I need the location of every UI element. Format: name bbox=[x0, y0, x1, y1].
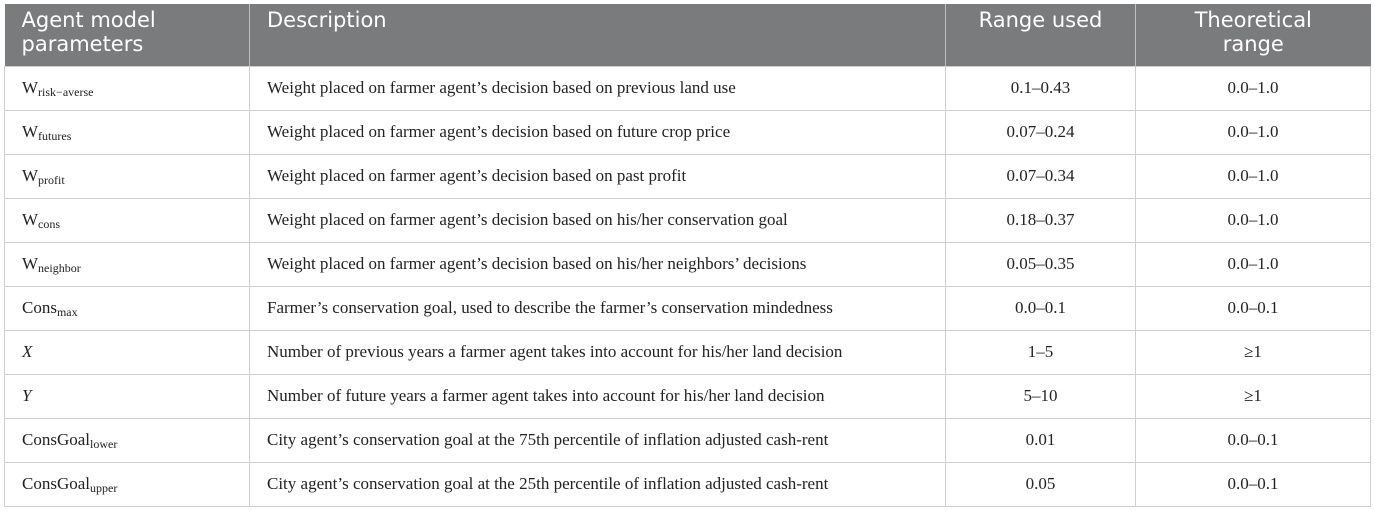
table-row bbox=[5, 374, 1371, 418]
parameter-symbol: ConsGoal bbox=[22, 474, 90, 494]
parameter-symbol: X bbox=[22, 342, 33, 362]
parameters-table bbox=[4, 4, 1371, 507]
table-row bbox=[5, 418, 1371, 462]
header-agent-model-parameters-line2: parameters bbox=[21, 32, 144, 56]
theoretical-range-cell: ≥1 bbox=[1136, 374, 1371, 418]
description-cell: Farmer’s conservation goal, used to describe the farmer’s conservation mindedness bbox=[250, 286, 946, 330]
theoretical-range-cell: 0.0–1.0 bbox=[1136, 66, 1371, 110]
parameter-symbol: W bbox=[22, 254, 39, 274]
table-row bbox=[5, 242, 1371, 286]
header-theoretical-range bbox=[1136, 4, 1371, 66]
description-cell: Number of future years a farmer agent takes into account for his/her land decision bbox=[250, 374, 946, 418]
header-range-used: Range used bbox=[946, 4, 1136, 66]
parameter-cell bbox=[5, 110, 250, 154]
parameter-cell bbox=[5, 66, 250, 110]
table-row bbox=[5, 198, 1371, 242]
parameter-cell bbox=[5, 462, 250, 506]
parameter-symbol: W bbox=[22, 166, 39, 186]
description-cell: Weight placed on farmer agent’s decision based on his/her conservation goal bbox=[250, 198, 946, 242]
table-row bbox=[5, 286, 1371, 330]
description-cell: Number of previous years a farmer agent takes into account for his/her land decision bbox=[250, 330, 946, 374]
parameter-subscript: lower bbox=[90, 437, 118, 452]
range-used-cell: 0.05 bbox=[946, 462, 1136, 506]
range-used-cell: 1–5 bbox=[946, 330, 1136, 374]
table-row bbox=[5, 66, 1371, 110]
range-used-cell: 0.05–0.35 bbox=[946, 242, 1136, 286]
range-used-cell: 0.0–0.1 bbox=[946, 286, 1136, 330]
theoretical-range-cell: 0.0–1.0 bbox=[1136, 110, 1371, 154]
header-row bbox=[5, 4, 1371, 66]
theoretical-range-cell: 0.0–1.0 bbox=[1136, 242, 1371, 286]
parameter-cell bbox=[5, 286, 250, 330]
description-cell: City agent’s conservation goal at the 75th percentile of inflation adjusted cash-rent bbox=[250, 418, 946, 462]
range-used-cell: 0.07–0.24 bbox=[946, 110, 1136, 154]
range-used-cell: 0.01 bbox=[946, 418, 1136, 462]
theoretical-range-cell: 0.0–0.1 bbox=[1136, 286, 1371, 330]
header-description: Description bbox=[250, 4, 946, 66]
table-row bbox=[5, 462, 1371, 506]
table-row bbox=[5, 330, 1371, 374]
parameter-symbol: W bbox=[22, 210, 39, 230]
parameter-cell bbox=[5, 198, 250, 242]
parameter-subscript: profit bbox=[38, 173, 65, 188]
description-cell: Weight placed on farmer agent’s decision based on past profit bbox=[250, 154, 946, 198]
table-row bbox=[5, 110, 1371, 154]
parameter-subscript: risk−averse bbox=[38, 85, 94, 100]
parameter-symbol: Y bbox=[22, 386, 32, 406]
parameter-symbol: W bbox=[22, 122, 39, 142]
parameter-subscript: futures bbox=[38, 129, 72, 144]
range-used-cell: 0.07–0.34 bbox=[946, 154, 1136, 198]
header-theoretical-range-line1: Theoretical bbox=[1194, 8, 1312, 32]
theoretical-range-cell: 0.0–1.0 bbox=[1136, 198, 1371, 242]
parameter-cell bbox=[5, 242, 250, 286]
header-theoretical-range-line2: range bbox=[1222, 32, 1284, 56]
parameter-symbol: W bbox=[22, 78, 39, 98]
parameter-cell bbox=[5, 374, 250, 418]
range-used-cell: 0.1–0.43 bbox=[946, 66, 1136, 110]
description-cell: Weight placed on farmer agent’s decision based on previous land use bbox=[250, 66, 946, 110]
theoretical-range-cell: 0.0–1.0 bbox=[1136, 154, 1371, 198]
table-row bbox=[5, 154, 1371, 198]
range-used-cell: 5–10 bbox=[946, 374, 1136, 418]
range-used-cell: 0.18–0.37 bbox=[946, 198, 1136, 242]
description-cell: Weight placed on farmer agent’s decision based on his/her neighbors’ decisions bbox=[250, 242, 946, 286]
parameter-cell bbox=[5, 154, 250, 198]
parameter-cell bbox=[5, 418, 250, 462]
parameter-cell bbox=[5, 330, 250, 374]
theoretical-range-cell: ≥1 bbox=[1136, 330, 1371, 374]
description-cell: Weight placed on farmer agent’s decision based on future crop price bbox=[250, 110, 946, 154]
parameter-symbol: Cons bbox=[22, 298, 57, 318]
header-agent-model-parameters bbox=[5, 4, 250, 66]
parameter-subscript: cons bbox=[38, 217, 61, 232]
header-agent-model-parameters-line1: Agent model bbox=[21, 8, 156, 32]
parameter-subscript: upper bbox=[90, 481, 118, 496]
theoretical-range-cell: 0.0–0.1 bbox=[1136, 462, 1371, 506]
parameter-subscript: neighbor bbox=[38, 261, 81, 276]
parameter-symbol: ConsGoal bbox=[22, 430, 90, 450]
parameter-subscript: max bbox=[56, 305, 78, 320]
theoretical-range-cell: 0.0–0.1 bbox=[1136, 418, 1371, 462]
description-cell: City agent’s conservation goal at the 25th percentile of inflation adjusted cash-rent bbox=[250, 462, 946, 506]
